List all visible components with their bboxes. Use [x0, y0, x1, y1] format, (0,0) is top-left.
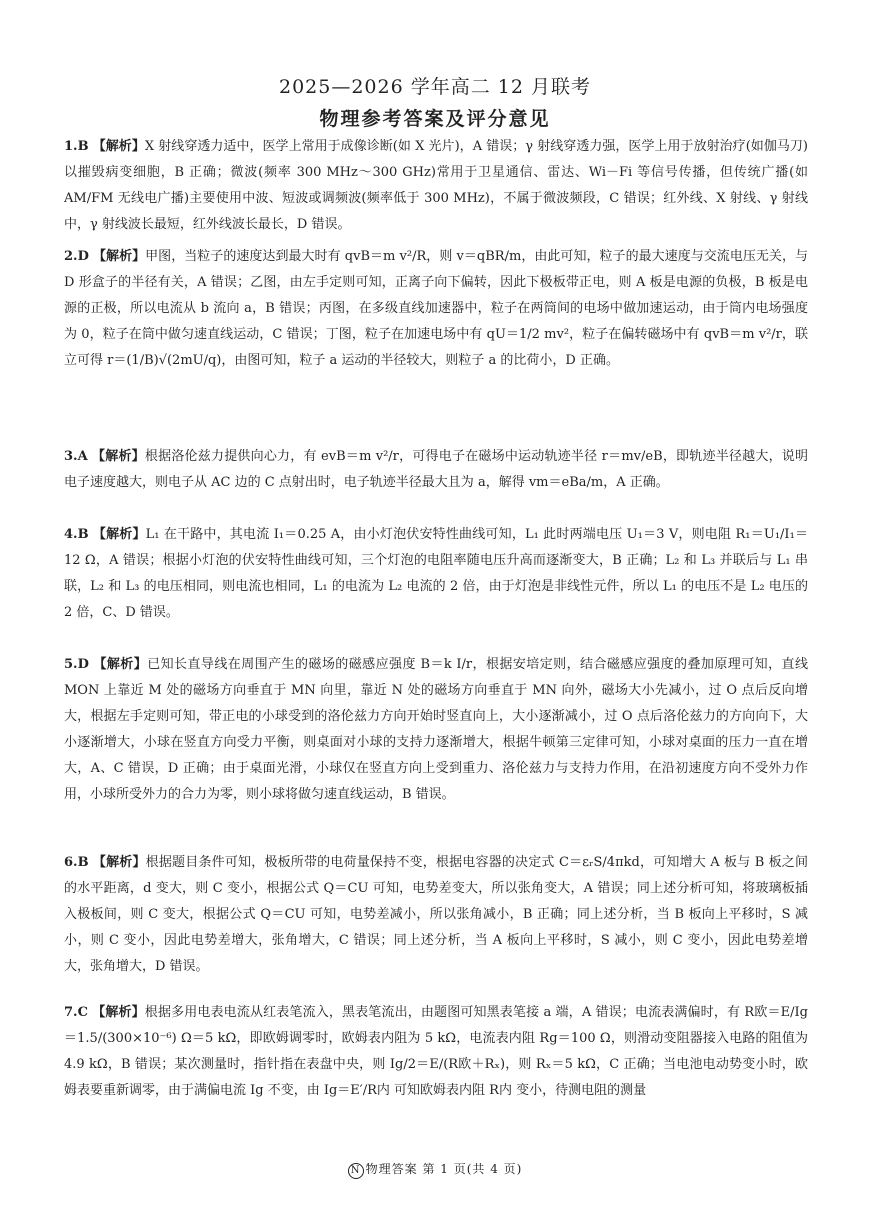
answer-number: 4.B	[64, 527, 89, 542]
page-title: 2025—2026 学年高二 12 月联考	[278, 76, 591, 98]
analysis-tag: 【解析】	[92, 139, 145, 154]
page-subtitle: 物理参考答案及评分意见	[319, 108, 551, 130]
analysis-tag: 【解析】	[92, 449, 145, 464]
analysis-tag: 【解析】	[92, 1005, 145, 1020]
answer-number: 6.B	[64, 855, 89, 870]
answer-item-7	[64, 1000, 808, 1104]
answer-item-2	[64, 244, 808, 374]
analysis-text: L₁ 在干路中，其电流 I₁＝0.25 A，由小灯泡伏安特性曲线可知，L₁ 此时两端电压 U₁＝3 V，则电阻 R₁＝U₁/I₁＝12 Ω，A 错误；根据小灯泡的伏安特性曲线可知，三个灯泡的电阻率随电压升高而逐渐变大，B 正确；L₂ 和 L₃ 并联后与 L₁ 串联，L₂ 和 L₃ 的电压相同，则电流也相同，L₁ 的电流为 L₂ 电流的 2 倍，由于灯泡是非线性元件，所以 L₁ 的电压不是 L₂ 电压的 2 倍，C、D 错误。	[64, 527, 808, 620]
answer-item-1	[64, 134, 808, 238]
analysis-tag: 【解析】	[93, 249, 146, 264]
answer-number: 1.B	[64, 139, 89, 154]
answer-number: 7.C	[64, 1005, 88, 1020]
footer-text: 物理答案 第 1 页(共 4 页)	[365, 1162, 523, 1176]
analysis-text: 根据题目条件可知，极板所带的电荷量保持不变，根据电容器的决定式 C＝εᵣS/4πkd，可知增大 A 板与 B 板之间的水平距离，d 变大，则 C 变小，根据公式 Q＝CU 可知，电势差变大，所以张角变大，A 错误；同上述分析可知，将玻璃板插入极板间，则 C 变大，根据公式 Q＝CU 可知，电势差减小，所以张角减小，B 正确；同上述分析，当 B 板向上平移时，S 减小，则 C 变小，因此电势差增大，张角增大，C 错误；同上述分析，当 A 板向上平移时，S 减小，则 C 变小，因此电势差增大，张角增大，D 错误。	[64, 855, 808, 974]
page-footer	[0, 1160, 870, 1179]
answer-item-4	[64, 522, 808, 626]
analysis-tag: 【解析】	[92, 527, 146, 542]
analysis-text: X 射线穿透力适中，医学上常用于成像诊断(如 X 光片)，A 错误；γ 射线穿透力强，医学上用于放射治疗(如伽马刀)以摧毁病变细胞，B 正确；微波(频率 300 MHz～300 GHz)常用于卫星通信、雷达、Wi－Fi 等信号传播，但传统广播(如 AM/FM 无线电广播)主要使用中波、短波或调频波(频率低于 300 MHz)，不属于微波频段，C 错误；红外线、X 射线、γ 射线中，γ 射线波长最短，红外线波长最长，D 错误。	[64, 139, 808, 232]
answer-item-5	[64, 652, 808, 808]
answer-number: 2.D	[64, 249, 89, 264]
answer-item-6	[64, 850, 808, 980]
answer-number: 3.A	[64, 449, 88, 464]
analysis-tag: 【解析】	[93, 657, 148, 672]
analysis-text: 根据洛伦兹力提供向心力，有 evB＝m v²/r，可得电子在磁场中运动轨迹半径 r＝mv/eB，即轨迹半径越大，说明电子速度越大，则电子从 AC 边的 C 点射出时，电子轨迹半径最大且为 a，解得 vm＝eBa/m，A 正确。	[64, 449, 808, 490]
analysis-text: 已知长直导线在周围产生的磁场的磁感应强度 B＝k I/r，根据安培定则，结合磁感应强度的叠加原理可知，直线 MON 上靠近 M 处的磁场方向垂直于 MN 向里，靠近 N 处的磁场方向垂直于 MN 向外，磁场大小先减小，过 O 点后反向增大，根据左手定则可知，带正电的小球受到的洛伦兹力方向开始时竖直向上，大小逐渐减小，过 O 点后洛伦兹力的方向向下，大小逐渐增大，小球在竖直方向受力平衡，则桌面对小球的支持力逐渐增大，根据牛顿第三定律可知，小球对桌面的压力一直在增大，A、C 错误，D 正确；由于桌面光滑，小球仅在竖直方向上受到重力、洛伦兹力与支持力作用，在沿初速度方向不受外力作用，小球所受外力的合力为零，则小球将做匀速直线运动，B 错误。	[64, 657, 808, 802]
analysis-text: 根据多用电表电流从红表笔流入，黑表笔流出，由题图可知黑表笔接 a 端，A 错误；电流表满偏时，有 R欧＝E/Ig＝1.5/(300×10⁻⁶) Ω＝5 kΩ，即欧姆调零时，欧姆表内阻为 5 kΩ，电流表内阻 Rg＝100 Ω，则滑动变阻器接入电路的阻值为 4.9 kΩ，B 错误；某次测量时，指针指在表盘中央，则 Ig/2＝E/(R欧＋Rₓ)，则 Rₓ＝5 kΩ，C 正确；当电池电动势变小时，欧姆表要重新调零，由于满偏电流 Ig 不变，由 Ig＝E′/R内 可知欧姆表内阻 R内 变小，待测电阻的测量	[64, 1005, 808, 1098]
answer-number: 5.D	[64, 657, 89, 672]
analysis-text: 甲图，当粒子的速度达到最大时有 qvB＝m v²/R，则 v＝qBR/m，由此可知，粒子的最大速度与交流电压无关，与 D 形盒子的半径有关，A 错误；乙图，由左手定则可知，正离子向下偏转，因此下极板带正电，则 A 板是电源的负极，B 板是电源的正极，所以电流从 b 流向 a，B 错误；丙图，在多级直线加速器中，粒子在两筒间的电场中做加速运动，由于筒内电场强度为 0，粒子在筒中做匀速直线运动，C 错误；丁图，粒子在加速电场中有 qU＝1/2 mv²，粒子在偏转磁场中有 qvB＝m v²/r，联立可得 r＝(1/B)√(2mU/q)，由图可知，粒子 a 运动的半径较大，则粒子 a 的比荷小，D 正确。	[64, 249, 808, 368]
n-circle-mark: N	[348, 1163, 364, 1179]
answer-item-3	[64, 444, 808, 496]
analysis-tag: 【解析】	[92, 855, 146, 870]
